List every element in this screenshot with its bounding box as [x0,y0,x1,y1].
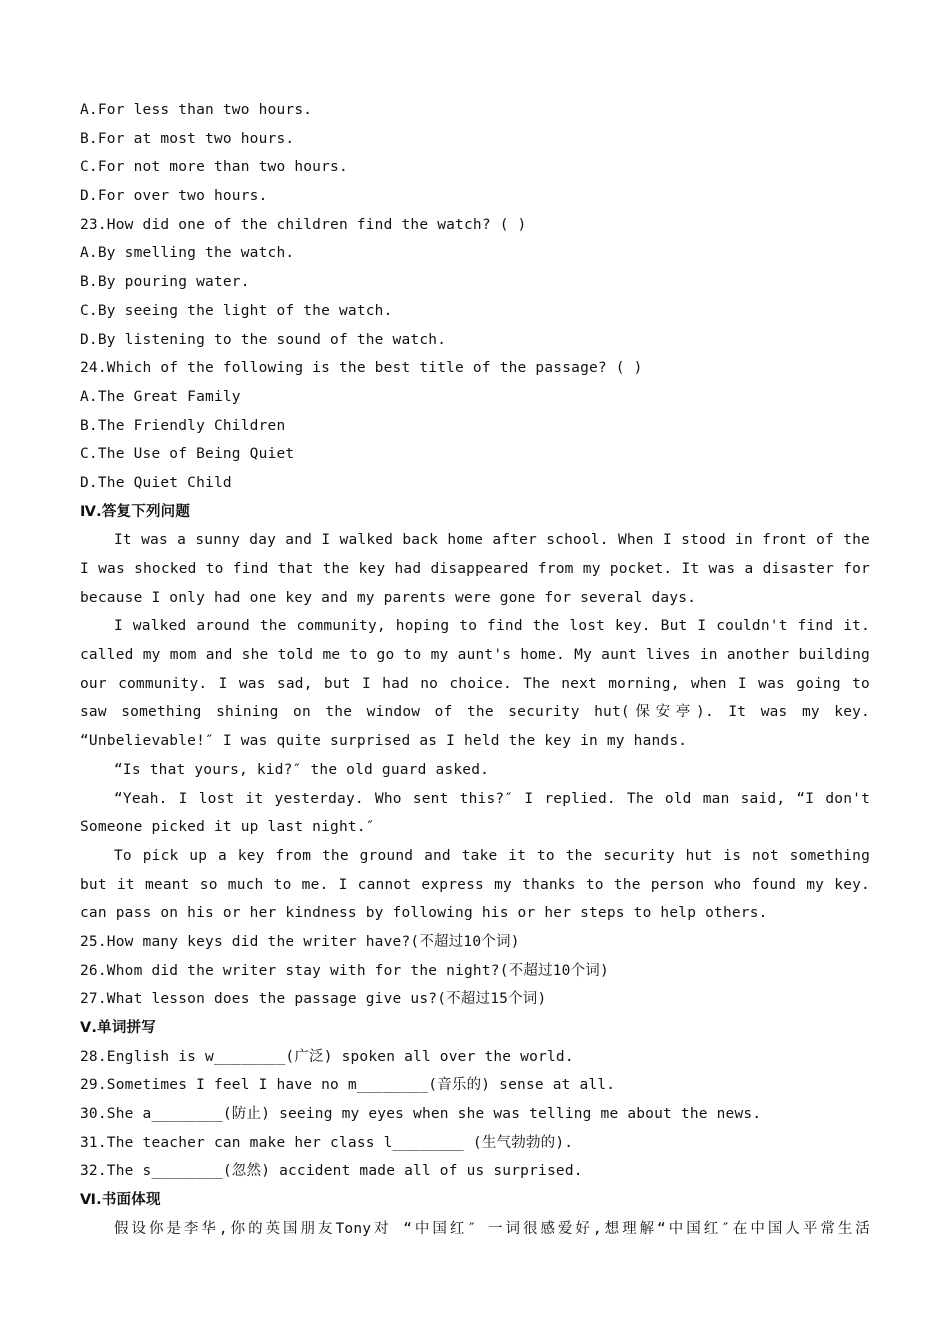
passage-line: because I only had one key and my parents were gone for several days. [80,589,697,606]
q22-option-d: D.For over two hours. [80,188,268,205]
writing-prompt-line: 假设你是李华,你的英国朋友Tony对 “中国红″ 一词很感爱好,想理解“中国红″在中国人平常生活 [114,1220,870,1237]
passage-line: our community. I was sad, but I had no choice. The next morning, when I was going to [80,675,870,692]
q31-item: 31.The teacher can make her class l________ (生气勃勃的). [80,1134,574,1151]
q23-option-d: D.By listening to the sound of the watch. [80,331,447,348]
q24-option-d: D.The Quiet Child [80,474,232,491]
passage-line: but it meant so much to me. I cannot express my thanks to the person who found my key. [80,876,870,893]
q30-item: 30.She a________(防止) seeing my eyes when she was telling me about the news. [80,1106,762,1123]
q23-option-a: A.By smelling the watch. [80,245,295,262]
passage-line: I was shocked to find that the key had disappeared from my pocket. It was a disaster for [80,561,870,577]
q22-option-a: A.For less than two hours. [80,102,313,118]
passage-line: saw something shining on the window of the security hut(保安亭). It was my key. [80,704,870,721]
q29-item: 29.Sometimes I feel I have no m________(音乐的) sense at all. [80,1077,616,1094]
section-6-heading: Ⅵ.书面体现 [80,1192,161,1209]
section-4-heading: Ⅳ.答复下列问题 [80,503,191,520]
q23-option-c: C.By seeing the light of the watch. [80,302,393,319]
q25-question: 25.How many keys did the writer have?(不超过10个词) [80,933,520,950]
passage-line: “Is that yours, kid?″ the old guard asked. [114,761,490,778]
exam-page [80,96,870,1244]
passage-line: It was a sunny day and I walked back home after school. When I stood in front of the [114,532,870,549]
passage-line: “Unbelievable!″ I was quite surprised as I held the key in my hands. [80,733,688,750]
q24-option-c: C.The Use of Being Quiet [80,446,295,463]
q23-question: 23.How did one of the children find the watch? ( ) [80,216,527,233]
q22-option-b: B.For at most two hours. [80,130,295,147]
passage-line: called my mom and she told me to go to my aunt's home. My aunt lives in another building [80,647,870,664]
passage-line: I walked around the community, hoping to find the lost key. But I couldn't find it. [114,618,870,635]
passage-line: To pick up a key from the ground and take it to the security hut is not something [114,847,870,864]
q28-item: 28.English is w________(广泛) spoken all over the world. [80,1048,574,1065]
section-5-heading: Ⅴ.单词拼写 [80,1020,156,1036]
q24-option-a: A.The Great Family [80,388,241,405]
q23-option-b: B.By pouring water. [80,274,250,291]
passage-line: Someone picked it up last night.″ [80,819,375,836]
q22-option-c: C.For not more than two hours. [80,159,348,176]
q24-question: 24.Which of the following is the best title of the passage? ( ) [80,360,643,377]
passage-line: “Yeah. I lost it yesterday. Who sent this?″ I replied. The old man said, “I don't [114,790,870,807]
q27-question: 27.What lesson does the passage give us?(不超过15个词) [80,991,547,1008]
q24-option-b: B.The Friendly Children [80,417,286,434]
q32-item: 32.The s________(忽然) accident made all of us surprised. [80,1163,583,1180]
passage-line: can pass on his or her kindness by following his or her steps to help others. [80,905,768,922]
q26-question: 26.Whom did the writer stay with for the night?(不超过10个词) [80,962,609,979]
